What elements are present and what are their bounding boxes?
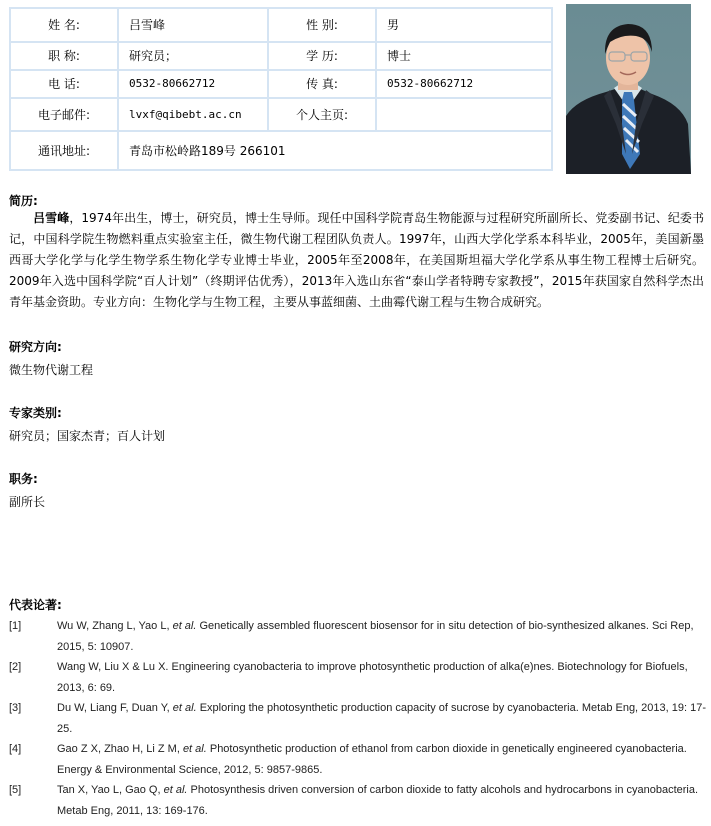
title-value: 研究员； — [118, 42, 268, 70]
publication-number: [4] — [9, 743, 22, 755]
profile-info-table — [9, 7, 553, 171]
publications-heading: 代表论著: — [9, 598, 62, 612]
row-email-homepage — [10, 98, 552, 131]
publication-number: [3] — [9, 702, 22, 714]
fax-label: 传 真: — [268, 70, 376, 99]
position-heading: 职务: — [9, 472, 38, 486]
publication-details: Exploring the photosynthetic production capacity of sucrose by cyanobacteria. Metab Eng, 2013, 19: 17-25. — [57, 702, 707, 735]
publication-item — [9, 698, 709, 739]
fax-value: 0532-80662712 — [376, 70, 552, 99]
publication-details: Photosynthetic production of ethanol from carbon dioxide in genetically engineered cyanobacteria. Energy & Environmental Science, 2012, 5: 9857-9865. — [57, 743, 687, 776]
publication-item — [9, 657, 709, 698]
bio-text: ，1974年出生，博士，研究员，博士生导师。现任中国科学院青岛生物能源与过程研究所副所长、党委副书记、纪委书记，中国科学院生物燃料重点实验室主任，微生物代谢工程团队负责人。1997年，山西大学化学系本科毕业，2005年，美国新墨西哥大学化学与化学生物学系生物化学专业博士毕业，2005年至2008年，在美国斯坦福大学化学系从事生物工程博士后研究。2009年入选中国科学院“百人计划”（终期评估优秀），2013年入选山东省“泰山学者特聘专家教授”，2015年获国家自然科学杰出青年基金资助。专业方向：生物化学与生物工程，主要从事蓝细菌、土曲霉代谢工程与生物合成研究。 — [9, 211, 704, 309]
address-label: 通讯地址: — [10, 131, 118, 170]
degree-value: 博士 — [376, 42, 552, 70]
portrait-photo — [566, 4, 691, 174]
degree-label: 学 历: — [268, 42, 376, 70]
research-heading: 研究方向: — [9, 340, 62, 354]
publication-number: [5] — [9, 784, 22, 796]
gender-label: 性 别: — [268, 8, 376, 42]
publication-etal: et al. — [182, 743, 207, 755]
row-phone-fax — [10, 70, 552, 99]
gender-value: 男 — [376, 8, 552, 42]
address-value: 青岛市松岭路189号 266101 — [118, 131, 552, 170]
row-name-gender — [10, 8, 552, 42]
homepage-value — [376, 98, 552, 131]
publication-details: Photosynthesis driven conversion of carbon dioxide to fatty alcohols and hydrocarbons in cyanobacteria. Metab Eng, 2011, 13: 169-176. — [57, 784, 699, 817]
bio-paragraph — [9, 208, 704, 313]
phone-value: 0532-80662712 — [118, 70, 268, 99]
bio-heading: 简历: — [9, 194, 38, 208]
publication-etal: et al. — [172, 702, 197, 714]
publication-etal: et al. — [172, 620, 197, 632]
title-label: 职 称: — [10, 42, 118, 70]
email-value[interactable]: lvxf@qibebt.ac.cn — [118, 98, 268, 131]
homepage-label: 个人主页: — [268, 98, 376, 131]
publication-authors: Wu W, Zhang L, Yao L, — [57, 620, 173, 632]
publication-list — [9, 616, 709, 821]
phone-label: 电 话: — [10, 70, 118, 99]
email-label: 电子邮件: — [10, 98, 118, 131]
publication-item — [9, 616, 709, 657]
publication-authors: Wang W, Liu X & Lu X. — [57, 661, 169, 673]
row-title-degree — [10, 42, 552, 70]
publication-details: Genetically assembled fluorescent biosensor for in situ detection of bio-synthesized alkanes. Sci Rep, 2015, 5: 10907. — [57, 620, 694, 653]
name-label: 姓 名: — [10, 8, 118, 42]
position-value: 副所长 — [9, 495, 46, 509]
portrait-illustration — [566, 4, 691, 174]
publication-etal: et al. — [163, 784, 188, 796]
bio-name: 吕雪峰 — [33, 211, 70, 225]
publication-item — [9, 780, 709, 821]
publication-details: Engineering cyanobacteria to improve photosynthetic production of alka(e)nes. Biotechnology for Biofuels, 2013, 6: 69. — [57, 661, 688, 694]
publication-number: [2] — [9, 661, 22, 673]
name-value: 吕雪峰 — [118, 8, 268, 42]
expert-value: 研究员；国家杰青；百人计划 — [9, 429, 166, 443]
publication-item — [9, 739, 709, 780]
publication-authors: Du W, Liang F, Duan Y, — [57, 702, 173, 714]
publication-authors: Gao Z X, Zhao H, Li Z M, — [57, 743, 183, 755]
expert-heading: 专家类别: — [9, 406, 62, 420]
publication-authors: Tan X, Yao L, Gao Q, — [57, 784, 164, 796]
publication-number: [1] — [9, 620, 22, 632]
research-value: 微生物代谢工程 — [9, 363, 94, 377]
row-address — [10, 131, 552, 170]
